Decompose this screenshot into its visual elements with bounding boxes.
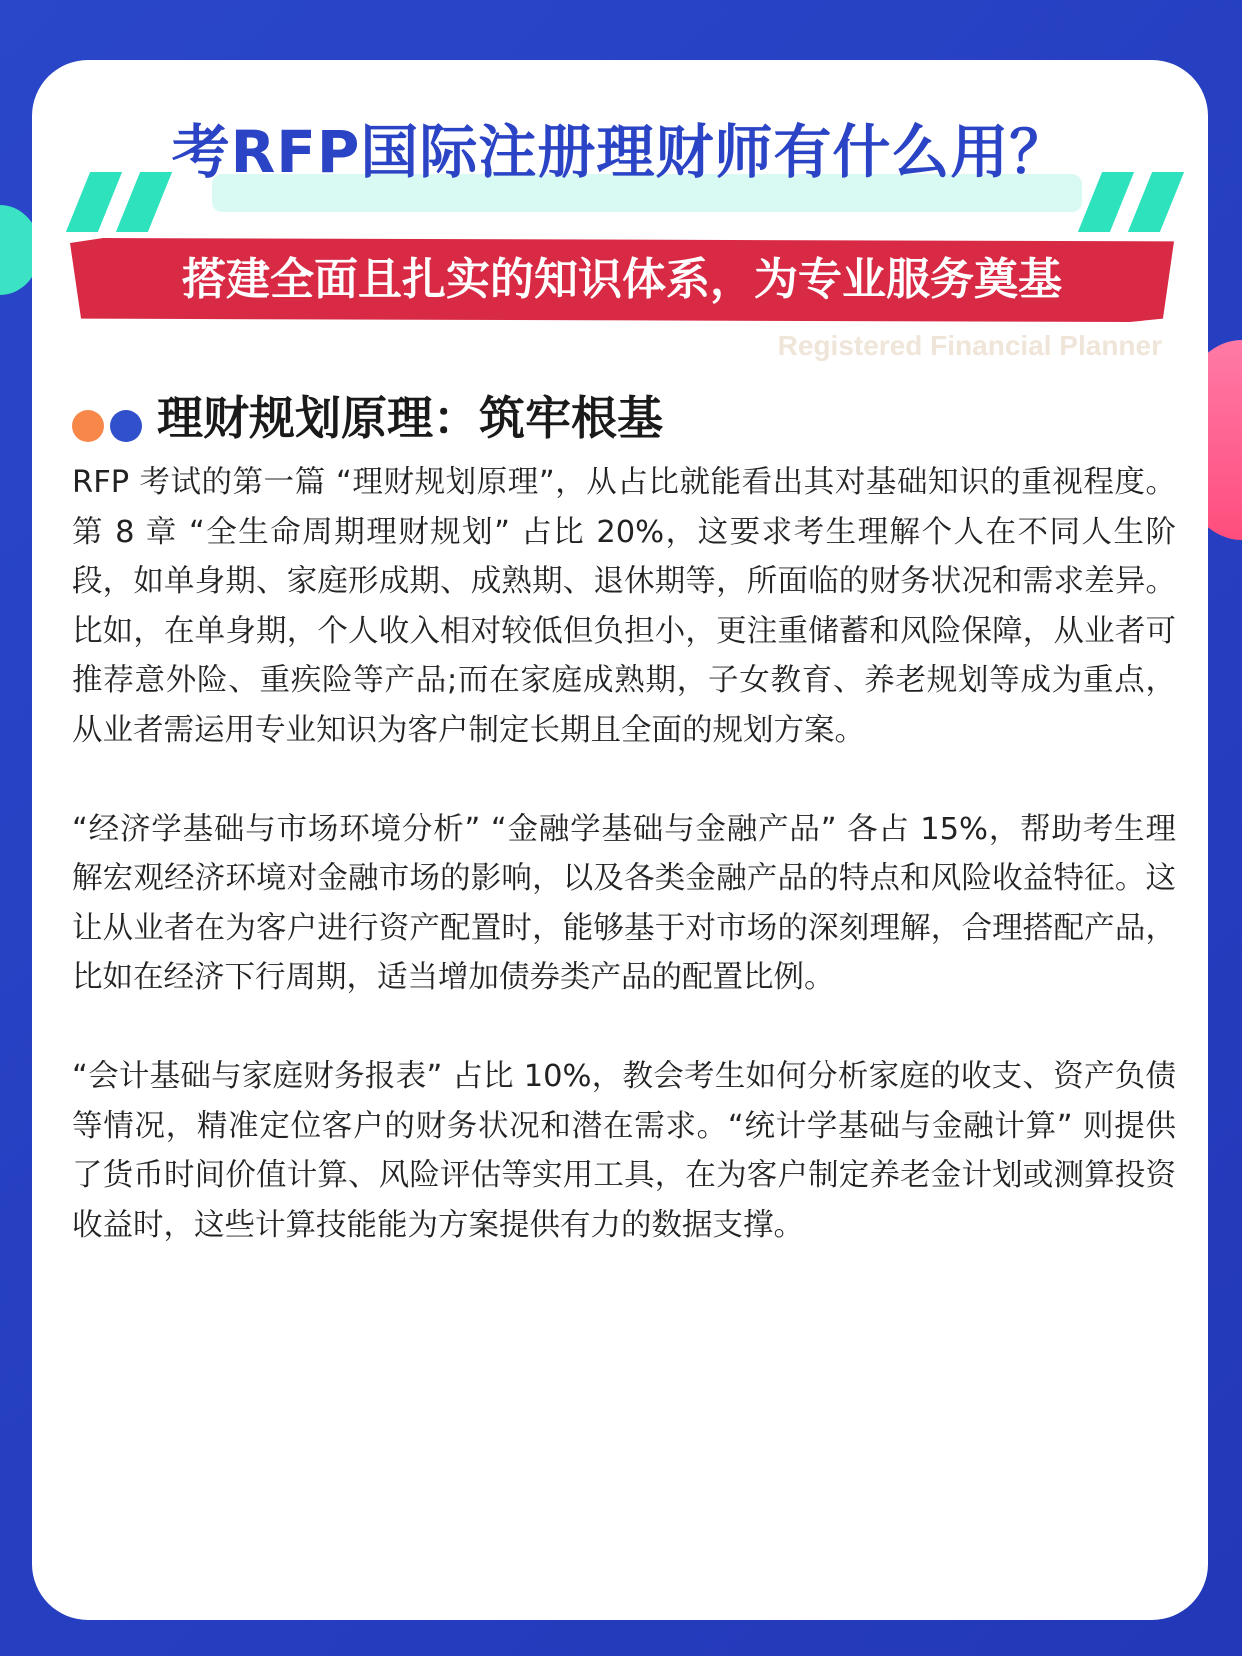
orange-dot	[72, 410, 104, 442]
paragraph-1: RFP 考试的第一篇 “理财规划原理”，从占比就能看出其对基础知识的重视程度。第 8 章 “全生命周期理财规划” 占比 20%，这要求考生理解个人在不同人生阶段，如单身期、家庭形成期、成熟期、退休期等，所面临的财务状况和需求差异。比如，在单身期，个人收入相对较低但负担小，更注重储蓄和风险保障，从业者可推荐意外险、重疾险等产品;而在家庭成熟期，子女教育、养老规划等成为重点，从业者需运用专业知识为客户制定长期且全面的规划方案。	[72, 465, 1176, 748]
paragraph-3: “会计基础与家庭财务报表” 占比 10%，教会考生如何分析家庭的收支、资产负债等情况，精准定位客户的财务状况和潜在需求。“统计学基础与金融计算” 则提供了货币时间价值计算、风险评估等实用工具，在为客户制定养老金计划或测算投资收益时，这些计算技能能为方案提供有力的数据支撑。	[72, 1059, 1176, 1243]
section-dots-icon	[72, 410, 152, 446]
page-title: 考RFP国际注册理财师有什么用？	[171, 118, 1069, 186]
paragraph-2: “经济学基础与市场环境分析” “金融学基础与金融产品” 各占 15%，帮助考生理解宏观经济环境对金融市场的影响，以及各类金融产品的特点和风险收益特征。这让从业者在为客户进行资产配置时，能够基于对市场的深刻理解，合理搭配产品，比如在经济下行周期，适当增加债券类产品的配置比例。	[72, 811, 1176, 995]
watermark-text: Registered Financial Planner	[777, 330, 1162, 361]
article-body	[72, 458, 1176, 1300]
banner-text: 搭建全面且扎实的知识体系，为专业服务奠基	[182, 254, 1062, 305]
blue-dot	[110, 410, 142, 442]
content-card	[32, 60, 1208, 1620]
section-title: 理财规划原理：筑牢根基	[157, 391, 663, 445]
